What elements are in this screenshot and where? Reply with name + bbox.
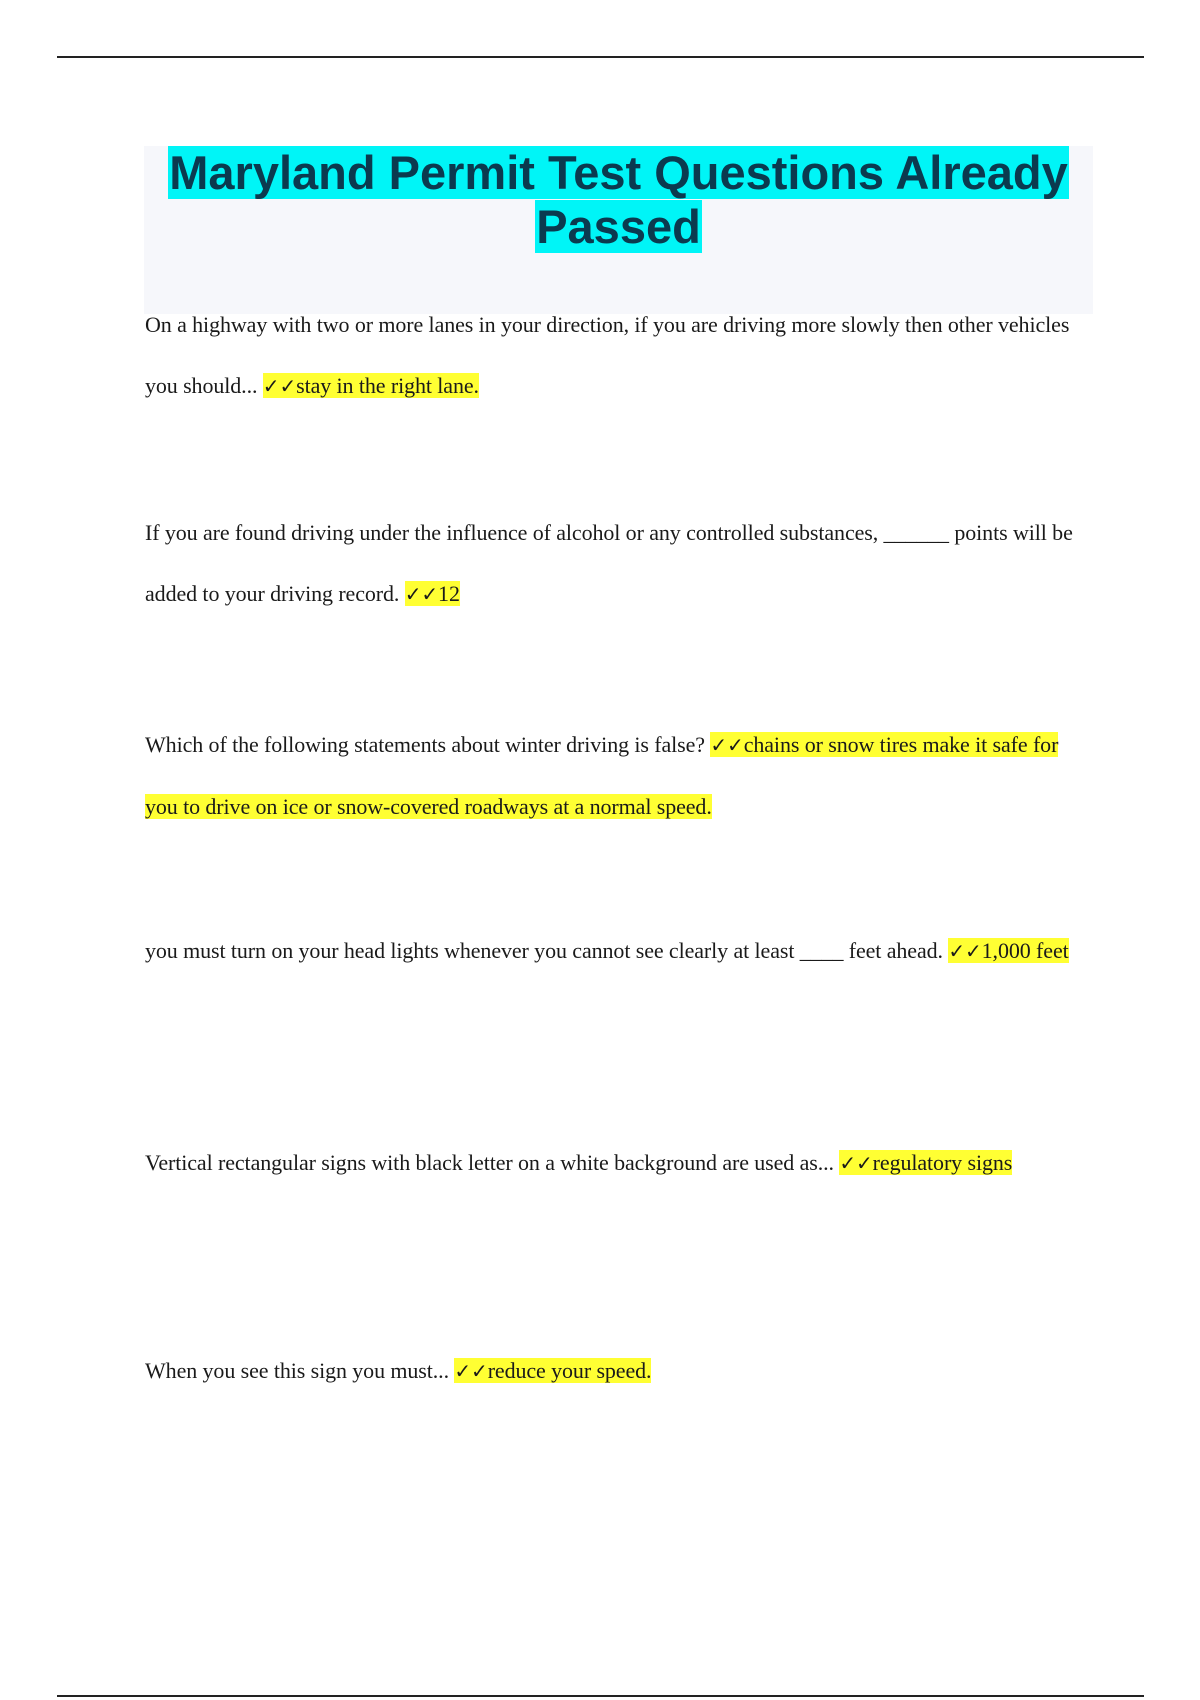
double-check-icon: ✓✓	[710, 733, 744, 757]
question-text: Vertical rectangular signs with black letter on a white background are used as...	[145, 1150, 834, 1175]
qa-item-3	[145, 714, 1095, 837]
question-text: On a highway with two or more lanes in your direction, if you are driving more slowly then other vehicles you should...	[145, 312, 1070, 398]
title-block	[144, 146, 1093, 314]
top-divider	[57, 56, 1144, 58]
title-text: Maryland Permit Test Questions Already Passed	[169, 146, 1068, 253]
qa-item-5	[145, 1132, 1095, 1194]
question-text: Which of the following statements about winter driving is false?	[145, 732, 705, 757]
answer-highlight	[405, 581, 460, 606]
bottom-divider	[57, 1695, 1144, 1697]
double-check-icon: ✓✓	[262, 374, 297, 398]
answer-text: chains or snow tires make it safe for you to drive on ice or snow-covered roadways at a normal speed.	[145, 732, 1059, 819]
answer-text: 1,000 feet	[981, 938, 1069, 963]
page-title	[144, 146, 1093, 254]
qa-item-4	[145, 920, 1095, 982]
question-text: you must turn on your head lights whenever you cannot see clearly at least ____ feet ahead.	[145, 938, 943, 963]
double-check-icon: ✓✓	[839, 1151, 873, 1175]
answer-text: stay in the right lane.	[296, 373, 479, 398]
double-check-icon: ✓✓	[948, 939, 982, 963]
question-text: When you see this sign you must...	[145, 1358, 449, 1383]
qa-item-1	[145, 294, 1095, 417]
qa-item-6	[145, 1340, 1095, 1402]
answer-text: regulatory signs	[872, 1150, 1013, 1175]
answer-highlight	[454, 1358, 651, 1383]
double-check-icon: ✓✓	[454, 1359, 488, 1383]
answer-text: 12	[438, 581, 460, 606]
answer-highlight	[839, 1150, 1012, 1175]
answer-highlight	[948, 938, 1068, 963]
answer-highlight	[263, 373, 479, 398]
qa-item-2	[145, 502, 1095, 625]
double-check-icon: ✓✓	[404, 582, 439, 606]
answer-text: reduce your speed.	[487, 1358, 652, 1383]
question-text: If you are found driving under the influence of alcohol or any controlled substances, ______ points will be added to your driving record.	[145, 520, 1073, 606]
